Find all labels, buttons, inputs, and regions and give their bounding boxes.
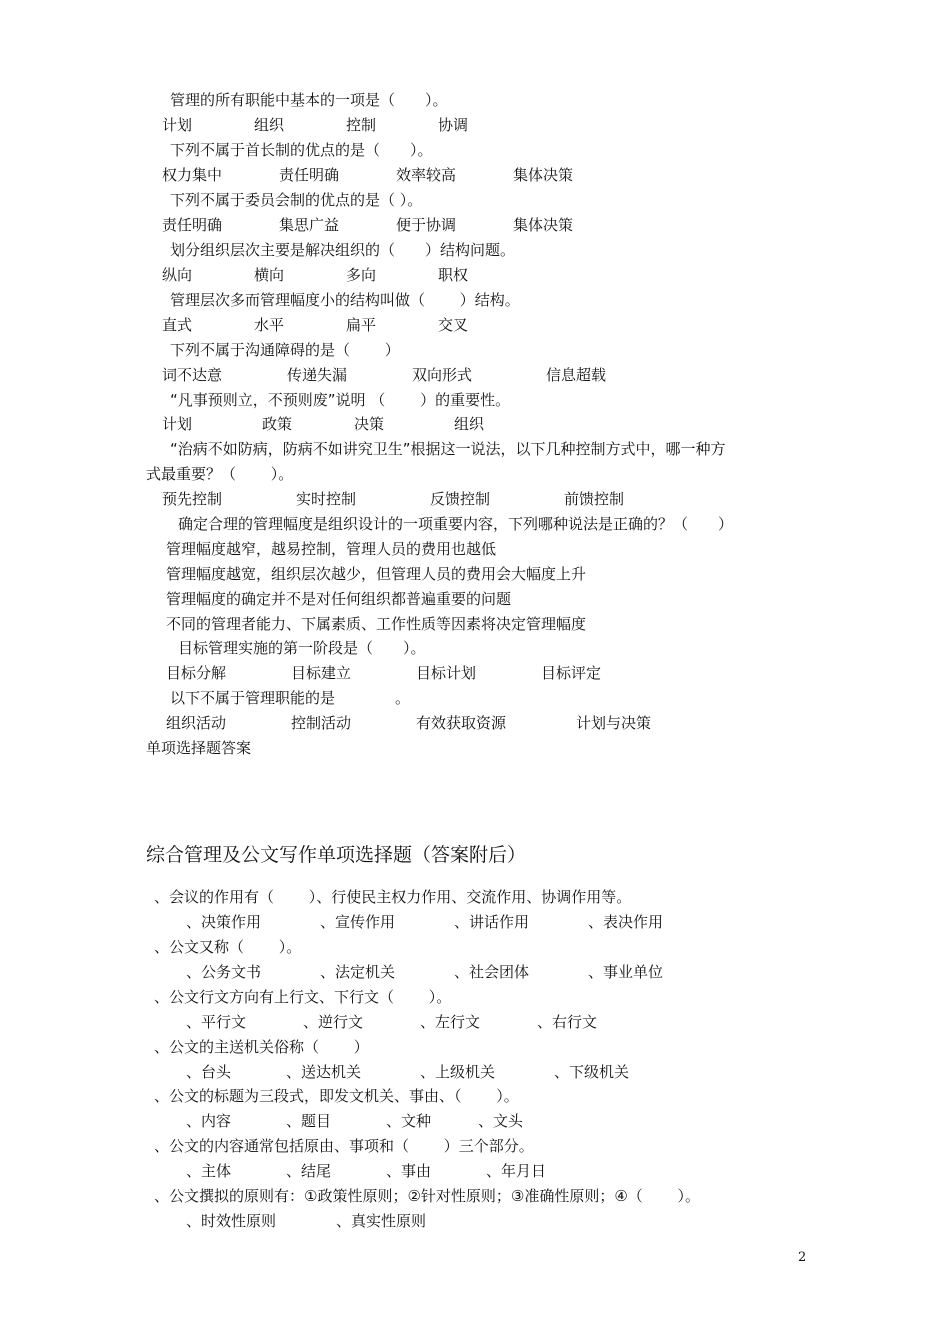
option: 、内容	[186, 1112, 232, 1130]
option: 职权	[438, 266, 469, 284]
option: 、年月日	[486, 1162, 547, 1180]
option: 交叉	[438, 316, 469, 334]
question-10-options	[166, 663, 601, 683]
option: 、平行文	[186, 1013, 247, 1031]
option: 、文种	[386, 1112, 432, 1130]
option: 、下级机关	[554, 1063, 630, 1081]
part2-question-5-options	[186, 1111, 523, 1131]
question-10: 目标管理实施的第一阶段是（ ）。	[178, 639, 426, 657]
question-4: 划分组织层次主要是解决组织的（ ）结构问题。	[170, 241, 516, 259]
option: 、法定机关	[320, 963, 396, 981]
part2-question-3-options	[186, 1012, 597, 1032]
question-11: 以下不属于管理职能的是 。	[170, 689, 411, 707]
option: 、事业单位	[588, 963, 664, 981]
option: 、决策作用	[186, 913, 262, 931]
option: 反馈控制	[430, 490, 491, 508]
question-6: 下列不属于沟通障碍的是（ ）	[170, 341, 400, 359]
option: 实时控制	[296, 490, 357, 508]
question-1: 管理的所有职能中基本的一项是（ ）。	[170, 91, 448, 109]
option: 组织活动	[166, 714, 227, 732]
question-9-option-c: 管理幅度的确定并不是对任何组织都普遍重要的问题	[166, 590, 512, 608]
option: 组织	[454, 415, 485, 433]
option: 政策	[262, 415, 293, 433]
option: 权力集中	[162, 166, 223, 184]
option: 、右行文	[537, 1013, 598, 1031]
question-9-option-d: 不同的管理者能力、下属素质、工作性质等因素将决定管理幅度	[166, 615, 587, 633]
question-9: 确定合理的管理幅度是组织设计的一项重要内容，下列哪种说法是正确的？（ ）	[178, 515, 734, 533]
option: 计划	[162, 116, 193, 134]
question-8-line-1: “治病不如防病，防病不如讲究卫生”根据这一说法，以下几种控制方式中，哪一种方	[170, 440, 726, 458]
option: 计划与决策	[576, 714, 652, 732]
option: 水平	[254, 316, 285, 334]
option: 、送达机关	[286, 1063, 362, 1081]
option: 、左行文	[420, 1013, 481, 1031]
option: 责任明确	[279, 166, 340, 184]
option: 预先控制	[162, 490, 223, 508]
option: 、讲话作用	[454, 913, 530, 931]
option: 决策	[354, 415, 385, 433]
option: 、公务文书	[186, 963, 262, 981]
option: 信息超载	[546, 366, 607, 384]
option: 双向形式	[412, 366, 473, 384]
option: 控制活动	[291, 714, 352, 732]
question-7-options	[162, 414, 484, 434]
option: 、事由	[386, 1162, 432, 1180]
part2-question-1: 、会议的作用有（ ）、行使民主权力作用、交流作用、协调作用等。	[154, 888, 632, 906]
part2-question-6-options	[186, 1161, 546, 1181]
question-8-options	[162, 489, 624, 509]
option: 目标评定	[541, 664, 602, 682]
question-2-options	[162, 165, 573, 185]
option: 便于协调	[396, 216, 457, 234]
question-3: 下列不属于委员会制的优点的是（ ）。	[170, 191, 423, 209]
question-1-options	[162, 115, 468, 135]
part2-question-4: 、公文的主送机关俗称（ ）	[154, 1038, 369, 1056]
part2-question-1-options	[186, 912, 663, 932]
question-2: 下列不属于首长制的优点的是（ ）。	[170, 141, 433, 159]
section-title: 综合管理及公文写作单项选择题（答案附后）	[146, 844, 527, 866]
option: 责任明确	[162, 216, 223, 234]
question-7: “凡事预则立，不预则废”说明 （ ）的重要性。	[170, 391, 511, 409]
option: 、主体	[186, 1162, 232, 1180]
part2-question-4-options	[186, 1062, 629, 1082]
option: 效率较高	[396, 166, 457, 184]
part2-question-7: 、公文撰拟的原则有：①政策性原则；②针对性原则；③准确性原则；④（ ）。	[154, 1187, 701, 1205]
question-11-options	[166, 713, 651, 733]
part2-question-6: 、公文的内容通常包括原由、事项和（ ）三个部分。	[154, 1137, 534, 1155]
option: 目标计划	[416, 664, 477, 682]
part2-question-5: 、公文的标题为三段式，即发文机关、事由、（ ）。	[154, 1087, 519, 1105]
option: 有效获取资源	[416, 714, 507, 732]
option: 、时效性原则	[186, 1212, 277, 1230]
option: 、社会团体	[454, 963, 530, 981]
option: 控制	[346, 116, 377, 134]
option: 、文头	[478, 1112, 524, 1130]
option: 、真实性原则	[336, 1212, 427, 1230]
option: 多向	[346, 266, 377, 284]
option: 、上级机关	[420, 1063, 496, 1081]
part2-question-3: 、公文行文方向有上行文、下行文（ ）。	[154, 988, 452, 1006]
option: 、逆行文	[303, 1013, 364, 1031]
option: 集体决策	[513, 166, 574, 184]
option: 目标分解	[166, 664, 227, 682]
option: 集体决策	[513, 216, 574, 234]
part2-question-2-options	[186, 962, 663, 982]
option: 目标建立	[291, 664, 352, 682]
option: 扁平	[346, 316, 377, 334]
option: 词不达意	[162, 366, 223, 384]
option: 计划	[162, 415, 193, 433]
option: 横向	[254, 266, 285, 284]
question-5: 管理层次多而管理幅度小的结构叫做（ ）结构。	[170, 291, 520, 309]
option: 、台头	[186, 1063, 232, 1081]
option: 传递失漏	[287, 366, 348, 384]
question-9-option-b: 管理幅度越宽，组织层次越少，但管理人员的费用会大幅度上升	[166, 565, 587, 583]
option: 、结尾	[286, 1162, 332, 1180]
page-number: 2	[798, 1250, 807, 1265]
option: 前馈控制	[564, 490, 625, 508]
option: 协调	[438, 116, 469, 134]
option: 、宣传作用	[320, 913, 396, 931]
option: 纵向	[162, 266, 193, 284]
option: 、题目	[286, 1112, 332, 1130]
question-5-options	[162, 315, 468, 335]
question-6-options	[162, 365, 606, 385]
option: 、表决作用	[588, 913, 664, 931]
question-4-options	[162, 265, 468, 285]
question-8-line-2: 式最重要？（ ）。	[146, 465, 294, 483]
part2-question-2: 、公文又称（ ）。	[154, 938, 302, 956]
option: 组织	[254, 116, 285, 134]
question-9-option-a: 管理幅度越窄，越易控制，管理人员的费用也越低	[166, 540, 497, 558]
question-3-options	[162, 215, 573, 235]
answer-heading: 单项选择题答案	[146, 739, 252, 757]
option: 直式	[162, 316, 193, 334]
part2-question-7-options	[186, 1211, 426, 1231]
option: 集思广益	[279, 216, 340, 234]
